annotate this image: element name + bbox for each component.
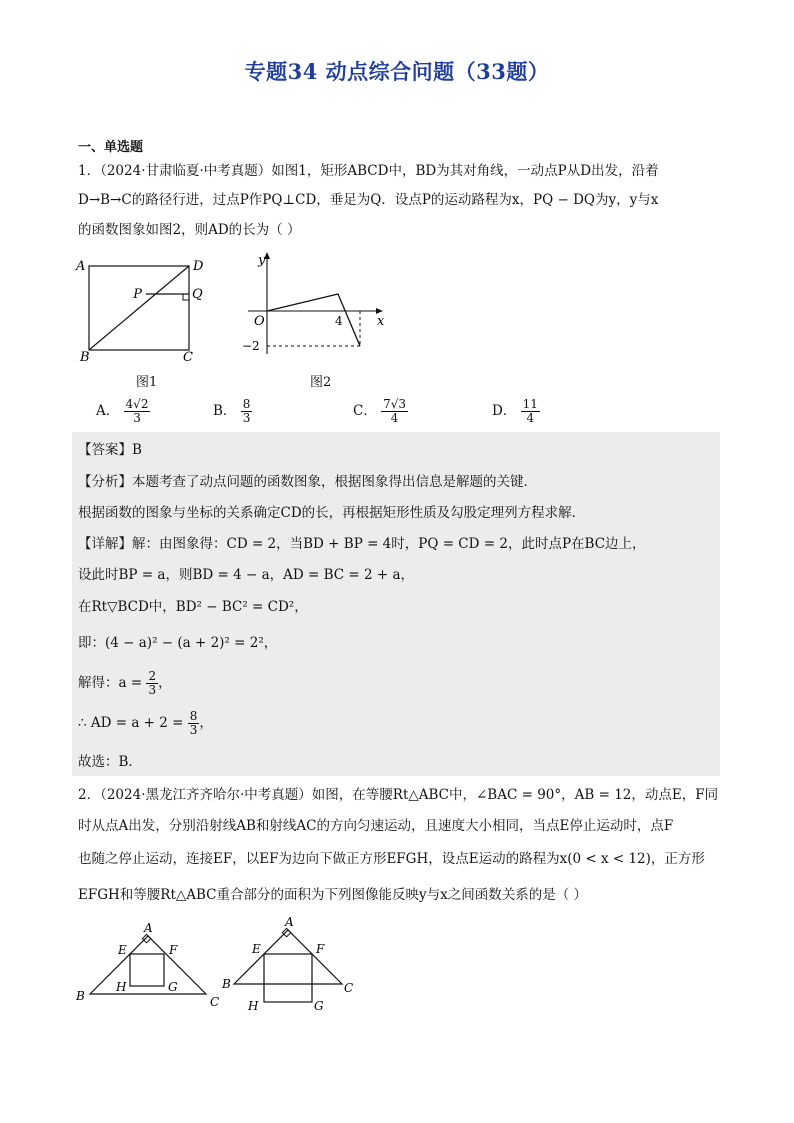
fig1-label-c: C (183, 350, 193, 365)
q1-detail-line2: 设此时BP = a，则BD = 4 − a，AD = BC = 2 + a， (78, 567, 415, 583)
q1-detail-line4: 即：(4 − a)² − (a + 2)² = 2²， (78, 635, 278, 651)
fig1-label-b: B (80, 350, 90, 365)
q1-option-c[interactable]: C． $\frac{7√3}{4}$ (353, 397, 407, 425)
q2f1-label-h: H (116, 980, 127, 994)
q1-option-a[interactable]: A． $\frac{4√2}{3}$ (96, 397, 149, 425)
q2f2-label-a: A (285, 915, 294, 929)
q1-figure2 (240, 250, 400, 360)
q1-analysis-line1: 【分析】本题考查了动点问题的函数图象，根据图象得出信息是解题的关键． (78, 474, 537, 490)
q2f1-label-e: E (118, 943, 127, 957)
q1-analysis-line2: 根据函数的图象与坐标的关系确定CD的长，再根据矩形性质及勾股定理列方程求解． (78, 505, 586, 521)
section-heading: 一、单选题 (78, 140, 144, 155)
q2-figure2 (222, 914, 372, 1014)
q2-stem-line3: 也随之停止运动，连接EF，以EF为边向下做正方形EFGH，设点E运动的路程为x(0 < x < 12)，正方形 (78, 851, 705, 867)
q2f1-label-c: C (210, 995, 220, 1009)
fig1-label-q: Q (192, 287, 203, 302)
page-title: 专题34 动点综合问题（33题） (244, 59, 550, 84)
q1-detail-line3: 在Rt▽BCD中，BD² − BC² = CD²， (78, 599, 308, 615)
q2f2-label-c: C (344, 981, 354, 995)
q2-figure1 (72, 918, 232, 1010)
q1-stem-line1: 1．（2024·甘肃临夏·中考真题）如图1，矩形ABCD中，BD为其对角线，一动点P从D出发，沿着 (78, 163, 659, 179)
q1-detail-line7: 故选：B． (78, 754, 142, 770)
q2f1-label-f: F (169, 943, 178, 957)
q1-fig2-caption: 图2 (310, 375, 332, 390)
q2f1-label-g: G (168, 980, 178, 994)
q1-stem-line3: 的函数图象如图2，则AD的长为（ ） (78, 222, 301, 238)
fig2-label-neg2: −2 (242, 339, 260, 353)
q2-stem-line1: 2．（2024·黑龙江齐齐哈尔·中考真题）如图，在等腰Rt△ABC中，∠BAC = 90°，AB = 12，动点E，F同 (78, 787, 719, 803)
fig2-label-o: O (254, 314, 265, 329)
q1-figure1 (72, 254, 212, 366)
q2f2-label-h: H (248, 999, 259, 1013)
fig2-label-y: y (258, 253, 266, 268)
q2f2-label-e: E (252, 942, 261, 956)
fig1-label-d: D (193, 259, 204, 274)
q1-detail-line6: ∴ AD = a + 2 = $\frac{8}{3}$ ， (78, 709, 213, 737)
q2f1-label-b: B (76, 989, 85, 1003)
fig1-label-p: P (133, 287, 142, 302)
q1-option-b[interactable]: B． $\frac{8}{3}$ (213, 397, 251, 425)
q2f1-label-a: A (144, 921, 153, 935)
q2f2-label-b: B (222, 977, 231, 991)
q2-stem-line4: EFGH和等腰Rt△ABC重合部分的面积为下列图像能反映y与x之间函数关系的是（ ） (78, 887, 588, 903)
fig2-label-four: 4 (335, 314, 343, 328)
q1-stem-line2: D→B→C的路径行进，过点P作PQ⊥CD，垂足为Q．设点P的运动路程为x，PQ − DQ为y，y与x (78, 192, 659, 208)
q1-detail-line1: 【详解】解：由图象得：CD = 2，当BD + BP = 4时，PQ = CD = 2，此时点P在BC边上， (78, 536, 646, 552)
fig1-label-a: A (76, 259, 86, 274)
q2f2-label-g: G (314, 999, 324, 1013)
q1-detail-line5: 解得：a = $\frac{2}{3}$ ， (78, 669, 172, 697)
q1-fig1-caption: 图1 (136, 375, 158, 390)
q2f2-label-f: F (316, 942, 325, 956)
q1-option-d[interactable]: D． $\frac{11}{4}$ (492, 397, 538, 425)
q1-answer: 【答案】B (78, 442, 142, 458)
q2-stem-line2: 时从点A出发，分别沿射线AB和射线AC的方向匀速运动，且速度大小相同，当点E停止运动时，点F (78, 818, 674, 834)
fig2-label-x: x (377, 314, 385, 329)
